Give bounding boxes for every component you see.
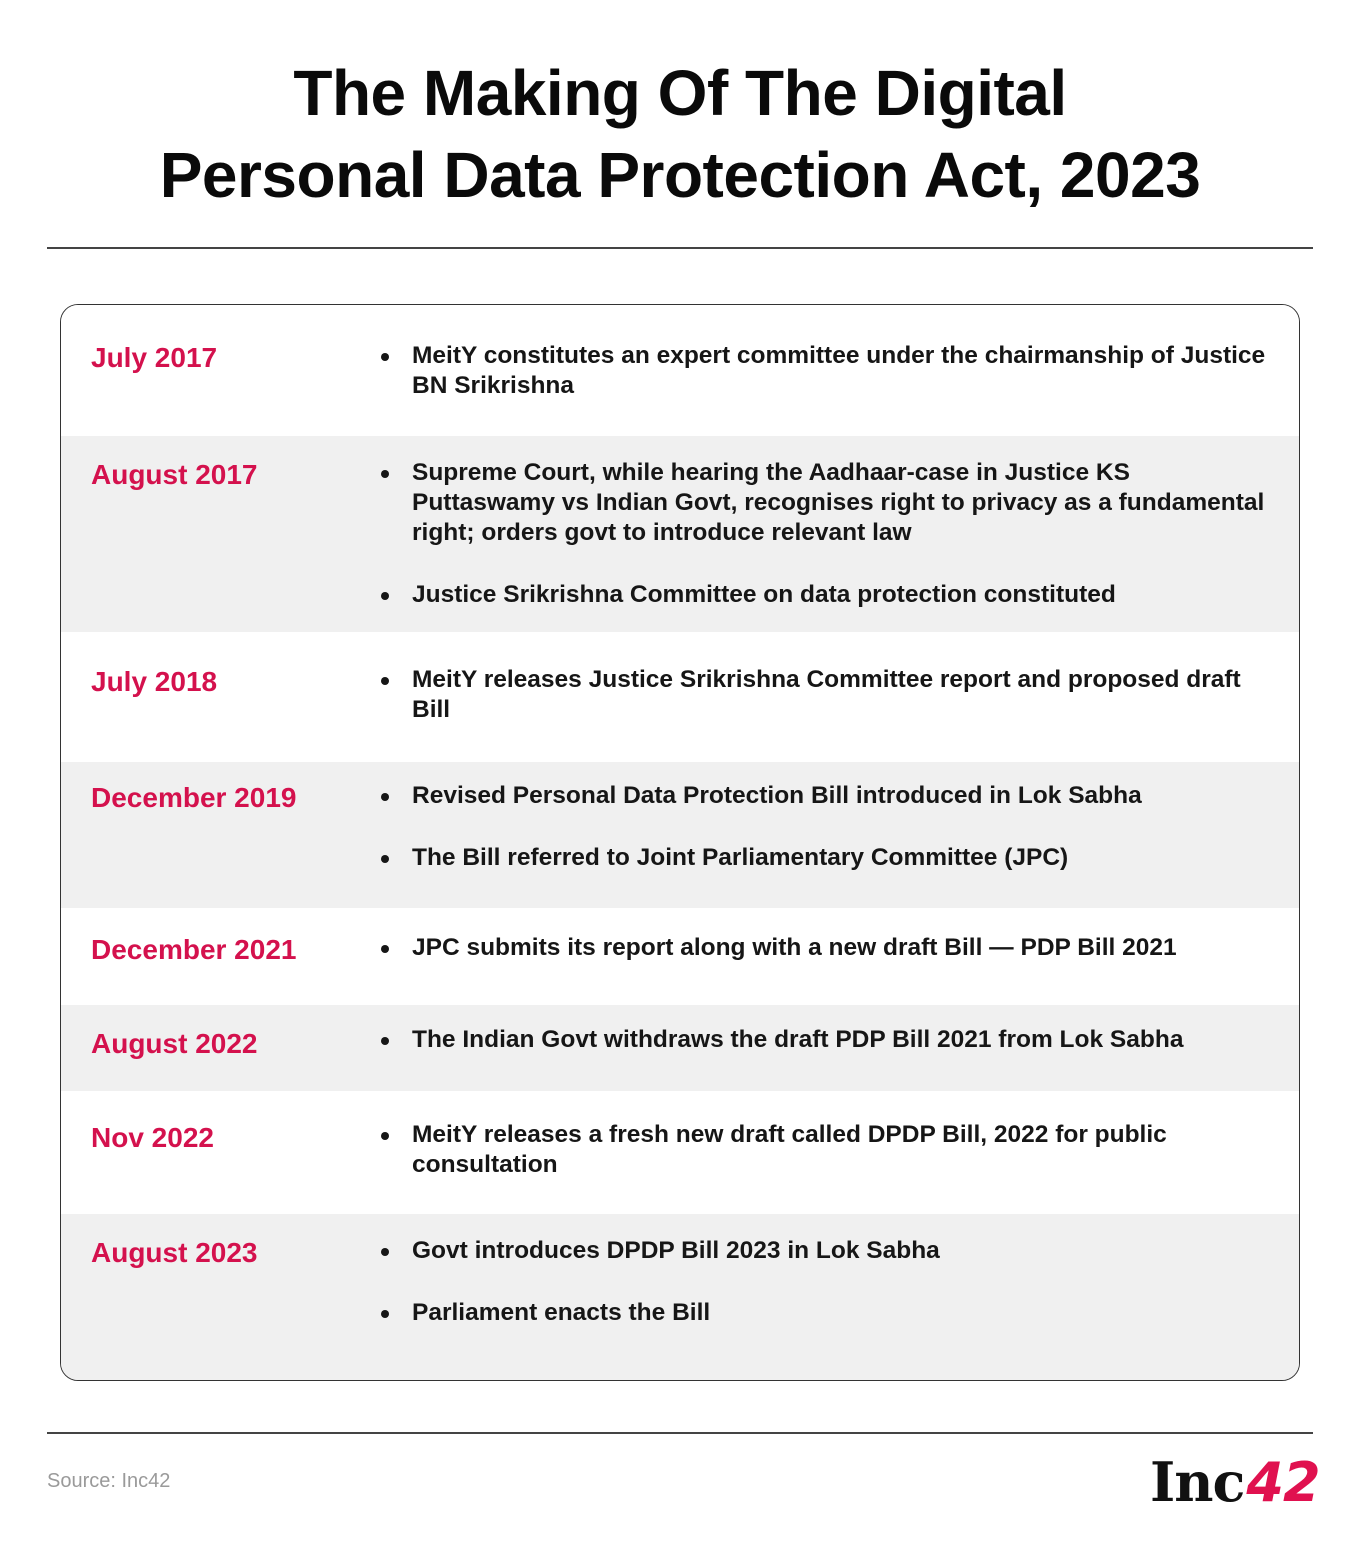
timeline-event: Govt introduces DPDP Bill 2023 in Lok Sabha: [379, 1236, 1269, 1266]
bullet-icon: [381, 1310, 389, 1318]
timeline-date: Nov 2022: [91, 1122, 214, 1153]
timeline-row-nov-2022: [61, 1091, 1299, 1214]
bullet-icon: [381, 470, 389, 478]
timeline-event: MeitY releases a fresh new draft called DPDP Bill, 2022 for public consultation: [379, 1120, 1269, 1180]
timeline-events: [355, 1005, 1299, 1091]
timeline-event: MeitY releases Justice Srikrishna Committee report and proposed draft Bill: [379, 665, 1269, 725]
timeline-event: Justice Srikrishna Committee on data protection constituted: [379, 580, 1269, 610]
inc42-logo: [1150, 1452, 1320, 1512]
bullet-icon: [381, 353, 389, 361]
bullet-icon: [381, 793, 389, 801]
timeline-date: July 2017: [91, 342, 218, 373]
bottom-divider: [47, 1432, 1313, 1434]
source-credit: Source: Inc42: [47, 1470, 171, 1492]
timeline-date: December 2019: [91, 782, 297, 813]
logo-number: 42: [1246, 1451, 1320, 1514]
timeline-row-december-2019: [61, 762, 1299, 908]
timeline-events: [355, 305, 1299, 436]
logo-text: Inc: [1150, 1450, 1245, 1514]
timeline-date: August 2017: [91, 459, 258, 490]
bullet-icon: [381, 1037, 389, 1045]
bullet-icon: [381, 592, 389, 600]
bullet-icon: [381, 1132, 389, 1140]
timeline-event: The Bill referred to Joint Parliamentary Committee (JPC): [379, 843, 1269, 873]
timeline-date: August 2023: [91, 1237, 258, 1268]
bullet-icon: [381, 855, 389, 863]
timeline-events: [355, 908, 1299, 1005]
timeline-row-july-2018: [61, 632, 1299, 762]
bullet-icon: [381, 677, 389, 685]
top-divider: [47, 247, 1313, 249]
bullet-icon: [381, 945, 389, 953]
timeline-event: Parliament enacts the Bill: [379, 1298, 1269, 1328]
timeline-row-august-2023: [61, 1214, 1299, 1381]
timeline-date: August 2022: [91, 1028, 258, 1059]
timeline-events: [355, 632, 1299, 762]
timeline-events: [355, 436, 1299, 632]
page-title: [0, 52, 1360, 216]
timeline-date: December 2021: [91, 934, 297, 965]
timeline-row-july-2017: [61, 305, 1299, 436]
timeline-events: [355, 762, 1299, 908]
timeline-event: Supreme Court, while hearing the Aadhaar-case in Justice KS Puttaswamy vs Indian Govt, recognises right to privacy as a fundamental right; orders govt to introduce relevant law: [379, 458, 1269, 548]
timeline-date: July 2018: [91, 666, 218, 697]
bullet-icon: [381, 1248, 389, 1256]
timeline-event: JPC submits its report along with a new draft Bill — PDP Bill 2021: [379, 933, 1269, 963]
timeline-row-august-2022: [61, 1005, 1299, 1091]
title-line-1: The Making Of The Digital: [293, 57, 1067, 129]
title-line-2: Personal Data Protection Act, 2023: [159, 139, 1201, 211]
timeline-events: [355, 1214, 1299, 1381]
timeline-row-august-2017: [61, 436, 1299, 632]
timeline-table: [60, 304, 1300, 1381]
timeline-event: MeitY constitutes an expert committee under the chairmanship of Justice BN Srikrishna: [379, 341, 1269, 401]
timeline-event: Revised Personal Data Protection Bill introduced in Lok Sabha: [379, 781, 1269, 811]
timeline-event: The Indian Govt withdraws the draft PDP Bill 2021 from Lok Sabha: [379, 1025, 1269, 1055]
timeline-row-december-2021: [61, 908, 1299, 1005]
timeline-events: [355, 1091, 1299, 1214]
